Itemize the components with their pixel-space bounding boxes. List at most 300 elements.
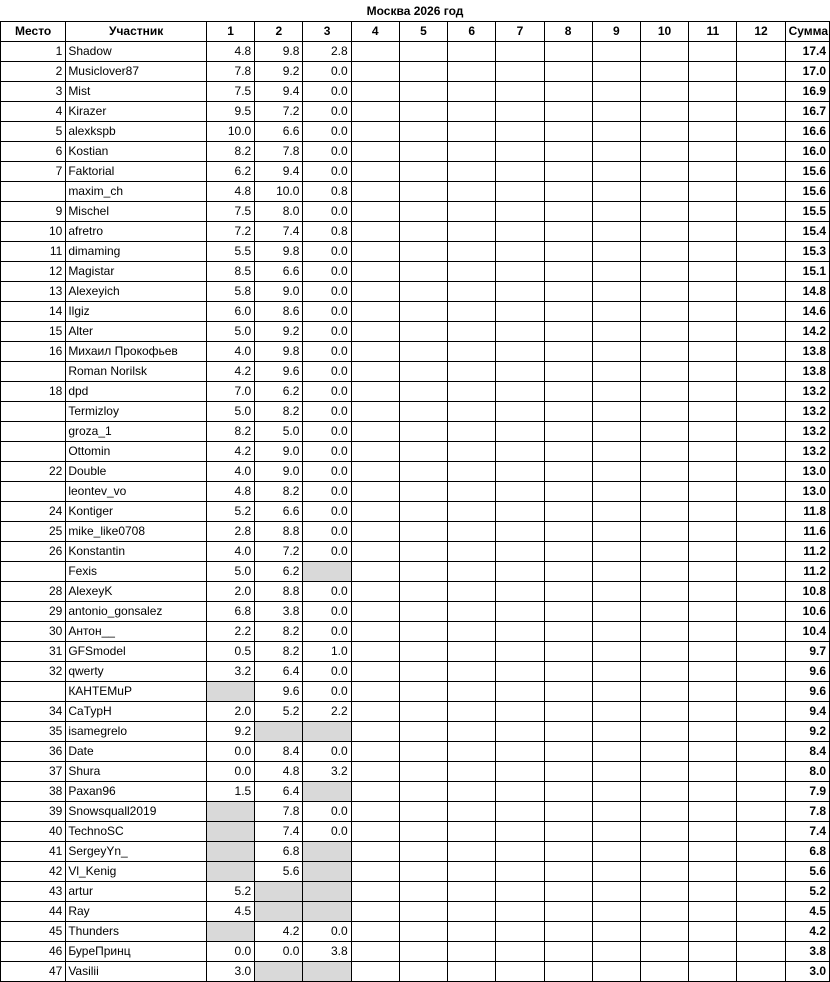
- table-row: [1, 682, 830, 702]
- table-row: [1, 322, 830, 342]
- score-cell: 0.0: [303, 662, 351, 682]
- score-cell: 0.0: [206, 762, 254, 782]
- blank-stage-cell: [496, 42, 544, 62]
- blank-stage-cell: [448, 422, 496, 442]
- blank-stage-cell: [351, 142, 399, 162]
- blank-stage-cell: [448, 482, 496, 502]
- blank-stage-cell: [640, 82, 688, 102]
- score-cell: 9.0: [255, 462, 303, 482]
- blank-stage-cell: [399, 442, 447, 462]
- place-cell: [1, 562, 66, 582]
- blank-stage-cell: [544, 62, 592, 82]
- blank-stage-cell: [544, 702, 592, 722]
- table-row: [1, 62, 830, 82]
- blank-stage-cell: [399, 662, 447, 682]
- blank-stage-cell: [544, 42, 592, 62]
- blank-stage-cell: [399, 622, 447, 642]
- score-cell: 7.2: [255, 542, 303, 562]
- blank-stage-cell: [592, 402, 640, 422]
- blank-stage-cell: [351, 122, 399, 142]
- table-row: [1, 42, 830, 62]
- blank-stage-cell: [399, 102, 447, 122]
- blank-stage-cell: [351, 882, 399, 902]
- place-cell: 35: [1, 722, 66, 742]
- blank-stage-cell: [737, 222, 785, 242]
- blank-stage-cell: [448, 122, 496, 142]
- blank-stage-cell: [399, 542, 447, 562]
- blank-stage-cell: [448, 442, 496, 462]
- score-cell: 7.2: [206, 222, 254, 242]
- blank-stage-cell: [544, 742, 592, 762]
- participant-cell: mike_like0708: [66, 522, 207, 542]
- blank-stage-cell: [351, 242, 399, 262]
- place-cell: 18: [1, 382, 66, 402]
- blank-stage-cell: [544, 762, 592, 782]
- header-stage-7: 7: [496, 22, 544, 42]
- blank-stage-cell: [351, 942, 399, 962]
- place-cell: [1, 182, 66, 202]
- total-cell: 4.2: [785, 922, 829, 942]
- header-stage-4: 4: [351, 22, 399, 42]
- blank-stage-cell: [496, 862, 544, 882]
- blank-stage-cell: [496, 322, 544, 342]
- total-cell: 7.8: [785, 802, 829, 822]
- score-cell: 8.2: [255, 622, 303, 642]
- blank-stage-cell: [496, 422, 544, 442]
- place-cell: [1, 682, 66, 702]
- blank-stage-cell: [448, 642, 496, 662]
- table-row: [1, 882, 830, 902]
- blank-stage-cell: [592, 182, 640, 202]
- blank-stage-cell: [737, 142, 785, 162]
- total-cell: 7.4: [785, 822, 829, 842]
- total-cell: 3.0: [785, 962, 829, 982]
- participant-cell: КАНТЕМuР: [66, 682, 207, 702]
- blank-stage-cell: [544, 342, 592, 362]
- table-row: [1, 182, 830, 202]
- blank-stage-cell: [448, 42, 496, 62]
- blank-stage-cell: [689, 242, 737, 262]
- table-row: [1, 782, 830, 802]
- blank-stage-cell: [737, 422, 785, 442]
- blank-stage-cell: [448, 462, 496, 482]
- blank-stage-cell: [496, 662, 544, 682]
- blank-stage-cell: [351, 822, 399, 842]
- participant-cell: TechnoSC: [66, 822, 207, 842]
- blank-stage-cell: [592, 422, 640, 442]
- blank-stage-cell: [496, 562, 544, 582]
- place-cell: 41: [1, 842, 66, 862]
- blank-stage-cell: [496, 922, 544, 942]
- blank-stage-cell: [448, 342, 496, 362]
- blank-stage-cell: [448, 782, 496, 802]
- blank-stage-cell: [689, 362, 737, 382]
- blank-stage-cell: [399, 502, 447, 522]
- blank-stage-cell: [351, 862, 399, 882]
- blank-stage-cell: [640, 142, 688, 162]
- blank-stage-cell: [448, 662, 496, 682]
- blank-stage-cell: [448, 722, 496, 742]
- blank-stage-cell: [640, 282, 688, 302]
- blank-stage-cell: [448, 182, 496, 202]
- participant-cell: Ottomin: [66, 442, 207, 462]
- blank-stage-cell: [399, 602, 447, 622]
- place-cell: 47: [1, 962, 66, 982]
- blank-stage-cell: [399, 702, 447, 722]
- empty-score-cell: [206, 802, 254, 822]
- table-row: [1, 242, 830, 262]
- blank-stage-cell: [351, 902, 399, 922]
- place-cell: 36: [1, 742, 66, 762]
- blank-stage-cell: [592, 822, 640, 842]
- blank-stage-cell: [399, 722, 447, 742]
- score-cell: 8.2: [206, 142, 254, 162]
- score-cell: 6.2: [206, 162, 254, 182]
- blank-stage-cell: [351, 262, 399, 282]
- blank-stage-cell: [640, 482, 688, 502]
- blank-stage-cell: [689, 602, 737, 622]
- blank-stage-cell: [689, 642, 737, 662]
- total-cell: 10.8: [785, 582, 829, 602]
- score-cell: 10.0: [255, 182, 303, 202]
- place-cell: 11: [1, 242, 66, 262]
- empty-score-cell: [206, 922, 254, 942]
- blank-stage-cell: [737, 602, 785, 622]
- blank-stage-cell: [544, 202, 592, 222]
- table-row: [1, 722, 830, 742]
- participant-cell: maxim_ch: [66, 182, 207, 202]
- blank-stage-cell: [399, 422, 447, 442]
- score-cell: 7.5: [206, 202, 254, 222]
- blank-stage-cell: [448, 102, 496, 122]
- header-stage-2: 2: [255, 22, 303, 42]
- blank-stage-cell: [640, 262, 688, 282]
- table-row: [1, 922, 830, 942]
- total-cell: 4.5: [785, 902, 829, 922]
- blank-stage-cell: [737, 942, 785, 962]
- blank-stage-cell: [496, 342, 544, 362]
- blank-stage-cell: [399, 802, 447, 822]
- score-cell: 0.0: [303, 742, 351, 762]
- score-cell: 0.0: [303, 502, 351, 522]
- place-cell: 10: [1, 222, 66, 242]
- participant-cell: Termizloy: [66, 402, 207, 422]
- blank-stage-cell: [544, 422, 592, 442]
- blank-stage-cell: [689, 122, 737, 142]
- blank-stage-cell: [351, 342, 399, 362]
- blank-stage-cell: [448, 582, 496, 602]
- blank-stage-cell: [399, 162, 447, 182]
- blank-stage-cell: [496, 82, 544, 102]
- place-cell: 14: [1, 302, 66, 322]
- score-cell: 6.6: [255, 502, 303, 522]
- score-cell: 0.0: [303, 322, 351, 342]
- blank-stage-cell: [737, 242, 785, 262]
- table-row: [1, 562, 830, 582]
- header-stage-11: 11: [689, 22, 737, 42]
- score-cell: 2.8: [206, 522, 254, 542]
- blank-stage-cell: [496, 942, 544, 962]
- blank-stage-cell: [592, 722, 640, 742]
- blank-stage-cell: [351, 82, 399, 102]
- blank-stage-cell: [737, 842, 785, 862]
- place-cell: 16: [1, 342, 66, 362]
- blank-stage-cell: [544, 682, 592, 702]
- blank-stage-cell: [592, 282, 640, 302]
- score-cell: 0.0: [303, 82, 351, 102]
- blank-stage-cell: [351, 422, 399, 442]
- blank-stage-cell: [399, 42, 447, 62]
- score-cell: 6.4: [255, 662, 303, 682]
- score-cell: 0.0: [303, 382, 351, 402]
- empty-score-cell: [255, 962, 303, 982]
- blank-stage-cell: [640, 202, 688, 222]
- score-cell: 5.5: [206, 242, 254, 262]
- blank-stage-cell: [448, 142, 496, 162]
- blank-stage-cell: [496, 582, 544, 602]
- score-cell: 0.0: [303, 462, 351, 482]
- total-cell: 7.9: [785, 782, 829, 802]
- blank-stage-cell: [351, 562, 399, 582]
- score-cell: 8.5: [206, 262, 254, 282]
- place-cell: 38: [1, 782, 66, 802]
- table-row: [1, 522, 830, 542]
- participant-cell: Kostian: [66, 142, 207, 162]
- score-cell: 0.8: [303, 222, 351, 242]
- blank-stage-cell: [689, 862, 737, 882]
- blank-stage-cell: [399, 62, 447, 82]
- score-cell: 4.2: [206, 362, 254, 382]
- blank-stage-cell: [448, 842, 496, 862]
- blank-stage-cell: [737, 662, 785, 682]
- blank-stage-cell: [737, 82, 785, 102]
- blank-stage-cell: [592, 662, 640, 682]
- total-cell: 5.6: [785, 862, 829, 882]
- blank-stage-cell: [592, 342, 640, 362]
- score-cell: 5.0: [206, 402, 254, 422]
- blank-stage-cell: [592, 762, 640, 782]
- score-cell: 2.0: [206, 582, 254, 602]
- score-cell: 0.0: [303, 822, 351, 842]
- blank-stage-cell: [592, 782, 640, 802]
- table-row: [1, 962, 830, 982]
- empty-score-cell: [303, 722, 351, 742]
- blank-stage-cell: [689, 282, 737, 302]
- participant-cell: SergeyYn_: [66, 842, 207, 862]
- blank-stage-cell: [351, 922, 399, 942]
- table-row: [1, 382, 830, 402]
- total-cell: 15.6: [785, 162, 829, 182]
- score-cell: 0.0: [303, 282, 351, 302]
- score-cell: 2.8: [303, 42, 351, 62]
- place-cell: 39: [1, 802, 66, 822]
- total-cell: 11.2: [785, 542, 829, 562]
- table-row: [1, 462, 830, 482]
- score-cell: 0.0: [303, 422, 351, 442]
- score-cell: 4.5: [206, 902, 254, 922]
- score-cell: 4.0: [206, 542, 254, 562]
- blank-stage-cell: [399, 842, 447, 862]
- blank-stage-cell: [592, 862, 640, 882]
- blank-stage-cell: [544, 582, 592, 602]
- blank-stage-cell: [640, 582, 688, 602]
- score-cell: 5.2: [255, 702, 303, 722]
- header-row: [1, 22, 830, 42]
- blank-stage-cell: [399, 902, 447, 922]
- blank-stage-cell: [544, 282, 592, 302]
- total-cell: 10.4: [785, 622, 829, 642]
- table-row: [1, 482, 830, 502]
- table-row: [1, 662, 830, 682]
- table-row: [1, 942, 830, 962]
- blank-stage-cell: [640, 182, 688, 202]
- score-cell: 2.2: [303, 702, 351, 722]
- score-cell: 9.4: [255, 82, 303, 102]
- blank-stage-cell: [496, 62, 544, 82]
- blank-stage-cell: [592, 442, 640, 462]
- blank-stage-cell: [351, 962, 399, 982]
- blank-stage-cell: [496, 362, 544, 382]
- score-cell: 0.0: [303, 242, 351, 262]
- score-cell: 9.2: [255, 322, 303, 342]
- blank-stage-cell: [448, 362, 496, 382]
- blank-stage-cell: [448, 322, 496, 342]
- blank-stage-cell: [640, 702, 688, 722]
- blank-stage-cell: [351, 722, 399, 742]
- blank-stage-cell: [640, 382, 688, 402]
- participant-cell: AlexeyK: [66, 582, 207, 602]
- score-cell: 8.2: [206, 422, 254, 442]
- total-cell: 14.2: [785, 322, 829, 342]
- blank-stage-cell: [351, 742, 399, 762]
- total-cell: 13.8: [785, 362, 829, 382]
- blank-stage-cell: [640, 42, 688, 62]
- blank-stage-cell: [689, 782, 737, 802]
- score-cell: 8.8: [255, 522, 303, 542]
- place-cell: 42: [1, 862, 66, 882]
- table-row: [1, 862, 830, 882]
- blank-stage-cell: [351, 602, 399, 622]
- empty-score-cell: [206, 822, 254, 842]
- blank-stage-cell: [399, 822, 447, 842]
- participant-cell: Kontiger: [66, 502, 207, 522]
- blank-stage-cell: [640, 622, 688, 642]
- place-cell: 37: [1, 762, 66, 782]
- score-cell: 0.0: [206, 942, 254, 962]
- blank-stage-cell: [640, 762, 688, 782]
- score-cell: 0.0: [303, 202, 351, 222]
- blank-stage-cell: [544, 602, 592, 622]
- total-cell: 14.8: [785, 282, 829, 302]
- score-cell: 0.0: [303, 142, 351, 162]
- blank-stage-cell: [544, 102, 592, 122]
- header-stage-3: 3: [303, 22, 351, 42]
- blank-stage-cell: [351, 642, 399, 662]
- score-cell: 6.2: [255, 382, 303, 402]
- blank-stage-cell: [640, 642, 688, 662]
- score-cell: 9.0: [255, 442, 303, 462]
- score-cell: 0.0: [303, 682, 351, 702]
- blank-stage-cell: [399, 222, 447, 242]
- blank-stage-cell: [640, 942, 688, 962]
- empty-score-cell: [303, 902, 351, 922]
- blank-stage-cell: [399, 202, 447, 222]
- blank-stage-cell: [544, 302, 592, 322]
- blank-stage-cell: [737, 182, 785, 202]
- blank-stage-cell: [640, 162, 688, 182]
- header-stage-6: 6: [448, 22, 496, 42]
- table-row: [1, 142, 830, 162]
- blank-stage-cell: [592, 542, 640, 562]
- blank-stage-cell: [592, 482, 640, 502]
- blank-stage-cell: [399, 862, 447, 882]
- empty-score-cell: [206, 862, 254, 882]
- blank-stage-cell: [592, 162, 640, 182]
- blank-stage-cell: [544, 482, 592, 502]
- blank-stage-cell: [544, 802, 592, 822]
- score-cell: 8.2: [255, 402, 303, 422]
- participant-cell: Ray: [66, 902, 207, 922]
- blank-stage-cell: [592, 42, 640, 62]
- score-cell: 4.8: [206, 42, 254, 62]
- place-cell: [1, 402, 66, 422]
- blank-stage-cell: [737, 102, 785, 122]
- blank-stage-cell: [496, 142, 544, 162]
- blank-stage-cell: [592, 702, 640, 722]
- blank-stage-cell: [737, 162, 785, 182]
- total-cell: 16.0: [785, 142, 829, 162]
- blank-stage-cell: [496, 302, 544, 322]
- blank-stage-cell: [689, 822, 737, 842]
- total-cell: 9.7: [785, 642, 829, 662]
- score-cell: 0.0: [303, 62, 351, 82]
- blank-stage-cell: [448, 862, 496, 882]
- participant-cell: Fexis: [66, 562, 207, 582]
- blank-stage-cell: [544, 962, 592, 982]
- blank-stage-cell: [737, 462, 785, 482]
- blank-stage-cell: [737, 822, 785, 842]
- participant-cell: Alter: [66, 322, 207, 342]
- blank-stage-cell: [737, 42, 785, 62]
- blank-stage-cell: [448, 302, 496, 322]
- score-cell: 3.8: [303, 942, 351, 962]
- place-cell: [1, 362, 66, 382]
- score-cell: 3.2: [303, 762, 351, 782]
- participant-cell: Kirazer: [66, 102, 207, 122]
- blank-stage-cell: [544, 402, 592, 422]
- place-cell: 24: [1, 502, 66, 522]
- blank-stage-cell: [592, 522, 640, 542]
- blank-stage-cell: [689, 202, 737, 222]
- empty-score-cell: [303, 862, 351, 882]
- participant-cell: dimaming: [66, 242, 207, 262]
- blank-stage-cell: [592, 142, 640, 162]
- participant-cell: Vasilii: [66, 962, 207, 982]
- score-cell: 7.5: [206, 82, 254, 102]
- score-cell: 2.0: [206, 702, 254, 722]
- score-cell: 4.2: [255, 922, 303, 942]
- participant-cell: Михаил Прокофьев: [66, 342, 207, 362]
- table-row: [1, 702, 830, 722]
- participant-cell: Shura: [66, 762, 207, 782]
- blank-stage-cell: [496, 602, 544, 622]
- total-cell: 15.3: [785, 242, 829, 262]
- table-row: [1, 542, 830, 562]
- blank-stage-cell: [351, 162, 399, 182]
- header-stage-8: 8: [544, 22, 592, 42]
- blank-stage-cell: [640, 822, 688, 842]
- blank-stage-cell: [689, 662, 737, 682]
